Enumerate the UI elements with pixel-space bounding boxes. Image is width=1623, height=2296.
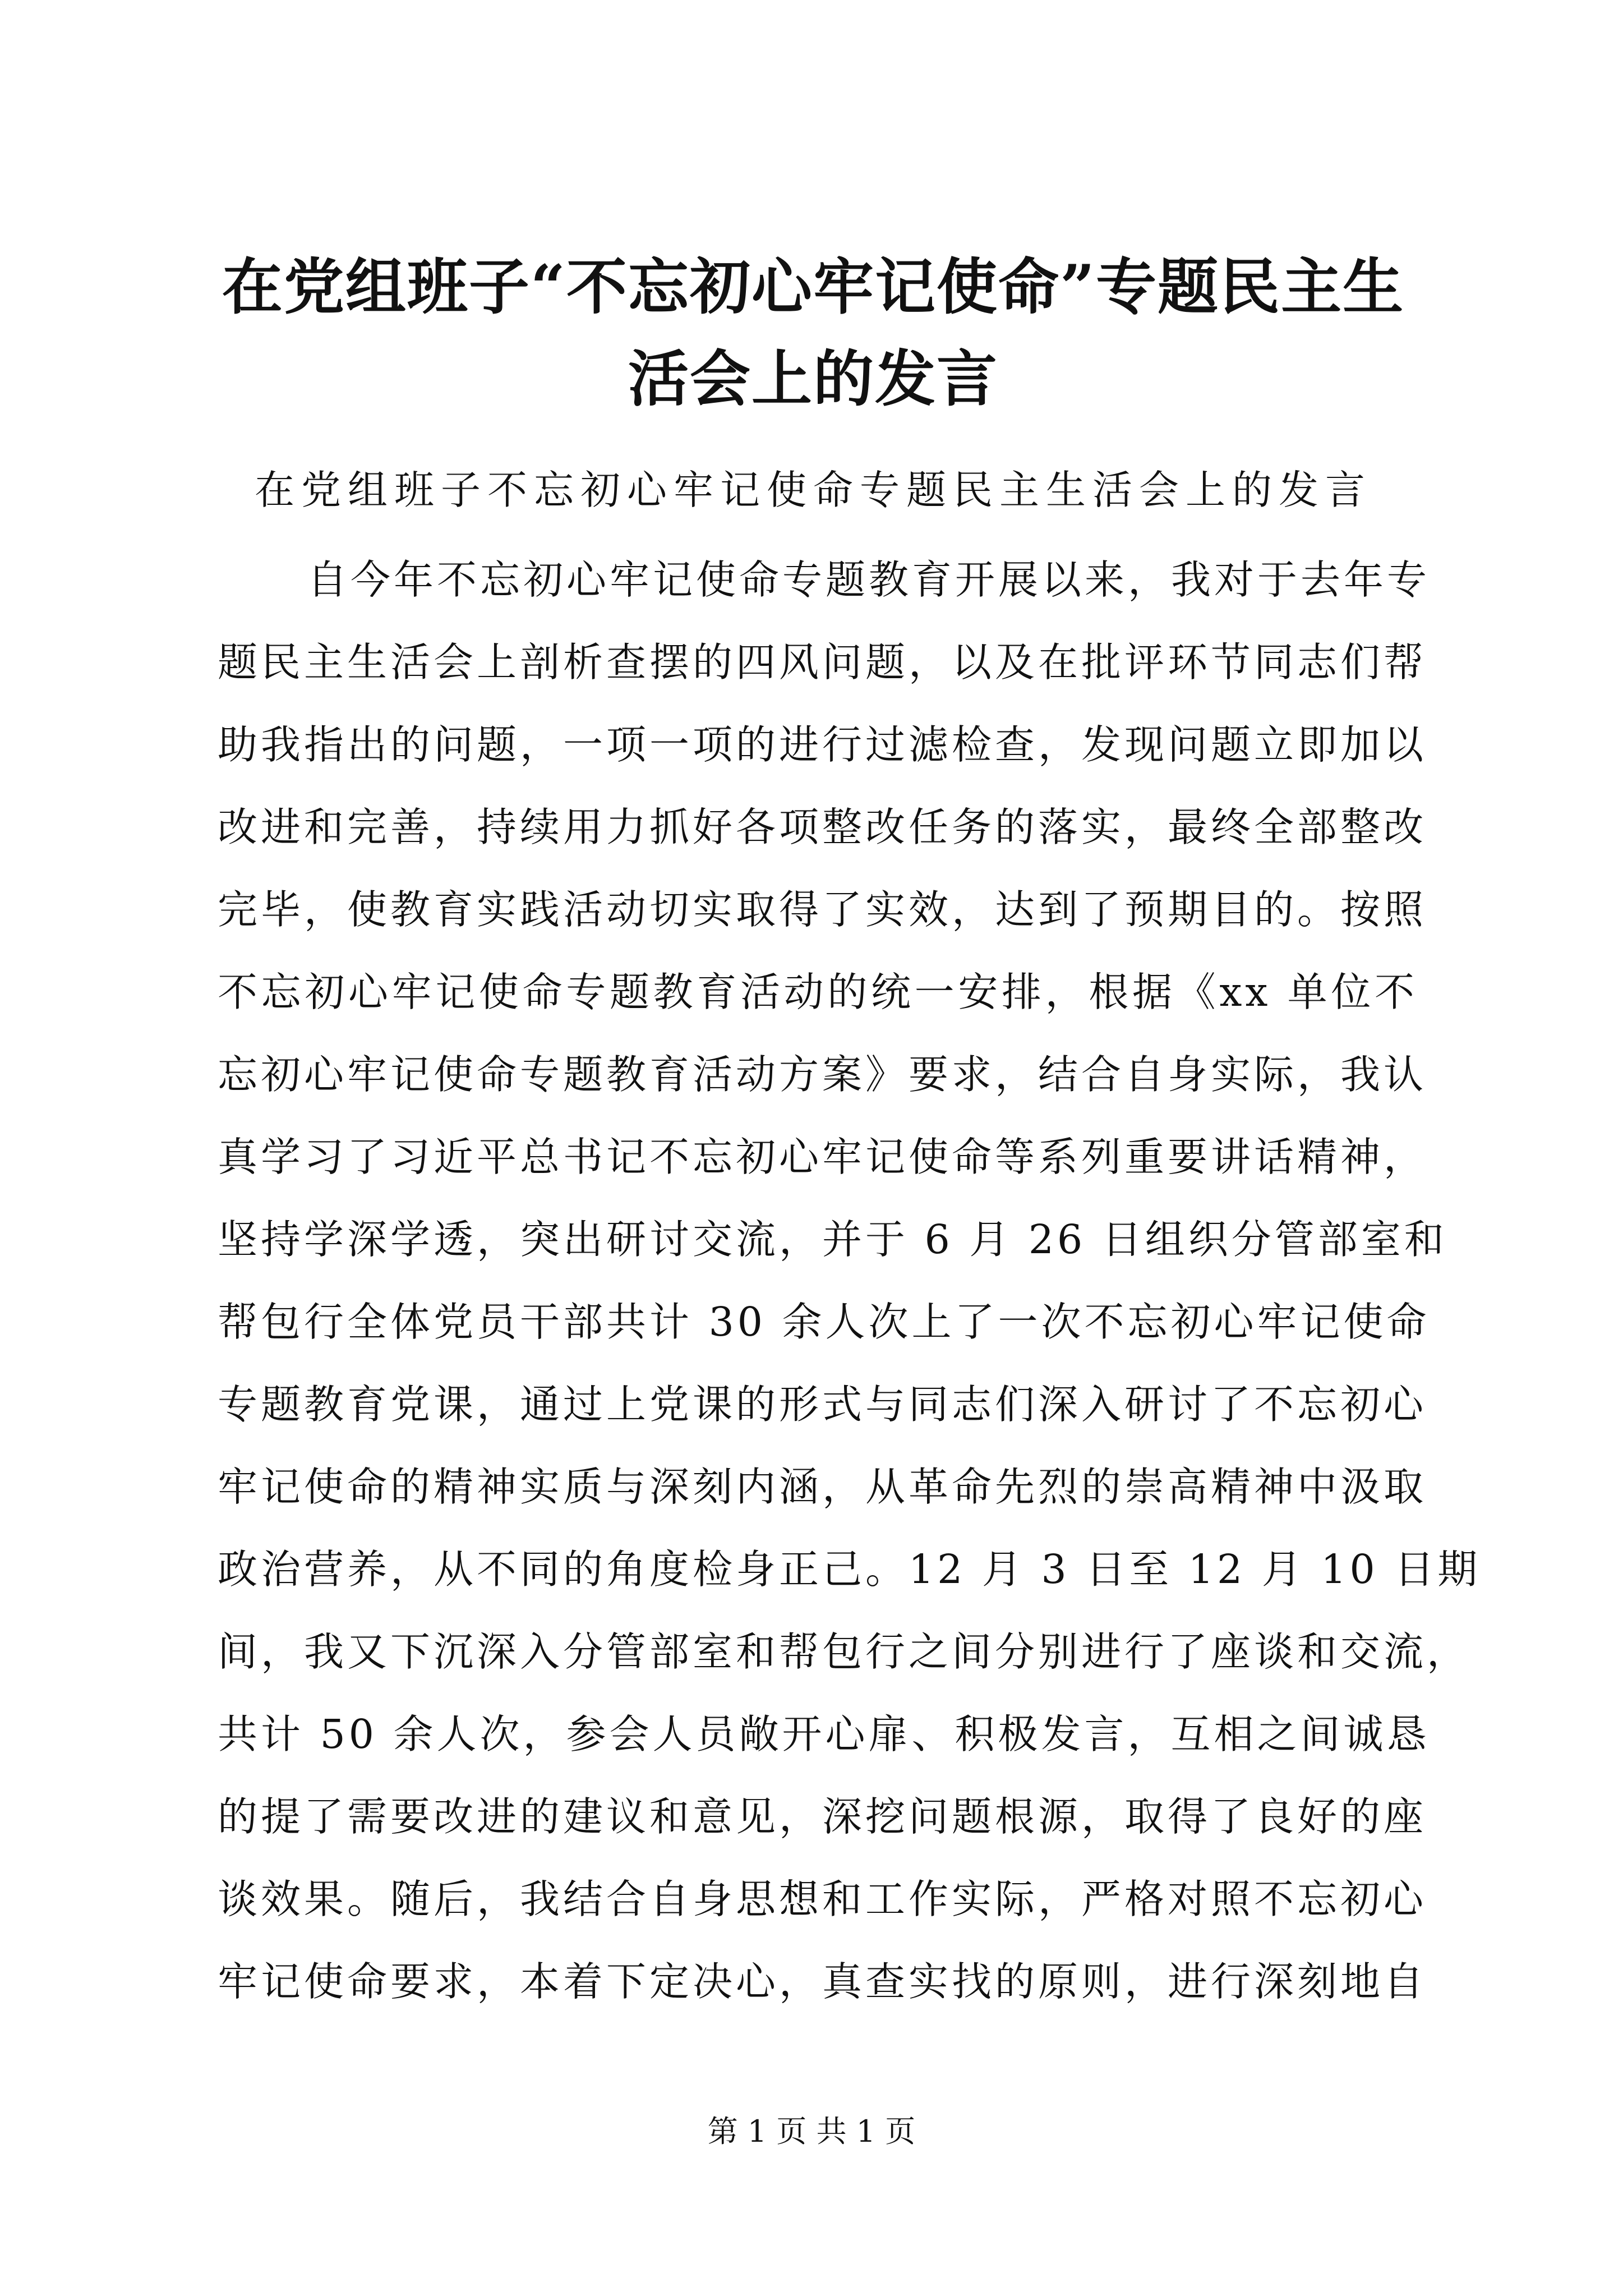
body-line: 专题教育党课，通过上党课的形式与同志们深入研讨了不忘初心	[218, 1381, 1427, 1428]
title-line-2: 活会上的发言	[628, 344, 998, 415]
body-line: 政治营养，从不同的角度检身正己。12 月 3 日至 12 月 10 日期	[218, 1546, 1481, 1593]
body-line: 完毕，使教育实践活动切实取得了实效，达到了预期目的。按照	[218, 886, 1427, 933]
title-line-1: 在党组班子“不忘初心牢记使命”专题民主生	[222, 252, 1405, 323]
body-line: 帮包行全体党员干部共计 30 余人次上了一次不忘初心牢记使命	[218, 1299, 1430, 1345]
document-subtitle: 在党组班子不忘初心牢记使命专题民主生活会上的发言	[254, 467, 1372, 513]
body-line: 真学习了习近平总书记不忘初心牢记使命等系列重要讲话精神，	[218, 1134, 1427, 1180]
body-line: 谈效果。随后，我结合自身思想和工作实际，严格对照不忘初心	[218, 1876, 1427, 1922]
body-line: 忘初心牢记使命专题教育活动方案》要求，结合自身实际，我认	[218, 1051, 1427, 1098]
document-title	[213, 241, 1413, 425]
body-line: 不忘初心牢记使命专题教育活动的统一安排，根据《xx 单位不	[218, 969, 1418, 1015]
body-line: 间，我又下沉深入分管部室和帮包行之间分别进行了座谈和交流，	[218, 1628, 1470, 1675]
body-line: 题民主生活会上剖析查摆的四风问题，以及在批评环节同志们帮	[218, 639, 1427, 685]
body-line: 牢记使命要求，本着下定决心，真查实找的原则，进行深刻地自	[218, 1958, 1427, 2005]
body-line: 改进和完善，持续用力抓好各项整改任务的落实，最终全部整改	[218, 804, 1427, 850]
body-paragraph	[218, 539, 1481, 2023]
body-line: 牢记使命的精神实质与深刻内涵，从革命先烈的崇高精神中汲取	[218, 1464, 1427, 1510]
body-line: 共计 50 余人次，参会人员敞开心扉、积极发言，互相之间诚恳	[218, 1711, 1430, 1757]
body-line: 的提了需要改进的建议和意见，深挖问题根源，取得了良好的座	[218, 1793, 1427, 1840]
body-line: 坚持学深学透，突出研讨交流，并于 6 月 26 日组织分管部室和	[218, 1216, 1447, 1263]
body-line: 自今年不忘初心牢记使命专题教育开展以来，我对于去年专	[307, 556, 1431, 603]
page-footer: 第 1 页 共 1 页	[707, 2114, 916, 2149]
body-line: 助我指出的问题，一项一项的进行过滤检查，发现问题立即加以	[218, 721, 1427, 768]
